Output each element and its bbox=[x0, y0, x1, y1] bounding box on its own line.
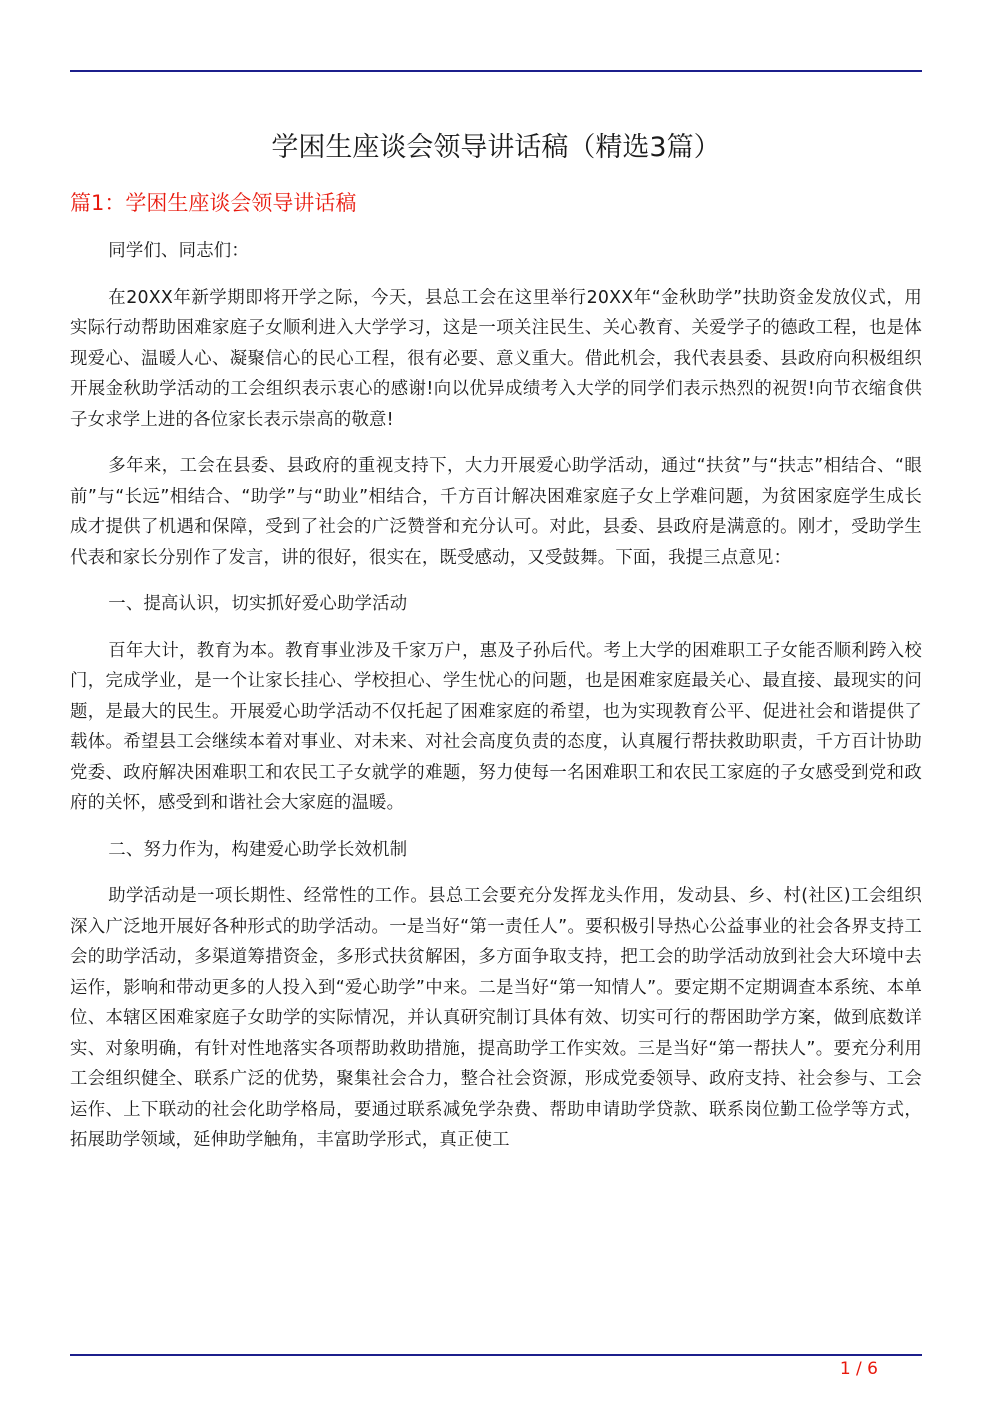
point-heading: 二、努力作为，构建爱心助学长效机制 bbox=[108, 839, 408, 860]
section-heading: 篇1：学困生座谈会领导讲话稿 bbox=[70, 191, 357, 215]
body-paragraph: 在20XX年新学期即将开学之际，今天，县总工会在这里举行20XX年“金秋助学”扶助资金发放仪式，用实际行动帮助困难家庭子女顺利进入大学学习，这是一项关注民生、关心教育、关爱学子的德政工程，也是体现爱心、温暖人心、凝聚信心的民心工程，很有必要、意义重大。借此机会，我代表县委、县政府向积极组织开展金秋助学活动的工会组织表示衷心的感谢!向以优异成绩考入大学的同学们表示热烈的祝贺!向节衣缩食供子女求学上进的各位家长表示崇高的敬意! bbox=[70, 287, 922, 430]
body-paragraph: 多年来，工会在县委、县政府的重视支持下，大力开展爱心助学活动，通过“扶贫”与“扶志”相结合、“眼前”与“长远”相结合、“助学”与“助业”相结合，千方百计解决困难家庭子女上学难问题，为贫困家庭学生成长成才提供了机遇和保障，受到了社会的广泛赞誉和充分认可。对此，县委、县政府是满意的。刚才，受助学生代表和家长分别作了发言，讲的很好，很实在，既受感动，又受鼓舞。下面，我提三点意见： bbox=[70, 456, 922, 568]
point-heading: 一、提高认识，切实抓好爱心助学活动 bbox=[108, 594, 408, 614]
salutation-paragraph: 同学们、同志们： bbox=[108, 241, 249, 261]
footer-rule bbox=[70, 1354, 922, 1356]
page-number: 1 / 6 bbox=[839, 1359, 878, 1379]
document-title: 学困生座谈会领导讲话稿（精选3篇） bbox=[271, 132, 721, 163]
body-paragraph: 百年大计，教育为本。教育事业涉及千家万户，惠及子孙后代。考上大学的困难职工子女能否顺利跨入校门，完成学业，是一个让家长挂心、学校担心、学生忧心的问题，也是困难家庭最关心、最直接、最现实的问题，是最大的民生。开展爱心助学活动不仅托起了困难家庭的希望，也为实现教育公平、促进社会和谐提供了载体。希望县工会继续本着对事业、对未来、对社会高度负责的态度，认真履行帮扶救助职责，千方百计协助党委、政府解决困难职工和农民工子女就学的难题，努力使每一名困难职工和农民工家庭的子女感受到党和政府的关怀，感受到和谐社会大家庭的温暖。 bbox=[70, 640, 922, 813]
header-rule bbox=[70, 70, 922, 72]
body-paragraph: 助学活动是一项长期性、经常性的工作。县总工会要充分发挥龙头作用，发动县、乡、村(社区)工会组织深入广泛地开展好各种形式的助学活动。一是当好“第一责任人”。要积极引导热心公益事业的社会各界支持工会的助学活动，多渠道筹措资金，多形式扶贫解困，多方面争取支持，把工会的助学活动放到社会大环境中去运作，影响和带动更多的人投入到“爱心助学”中来。二是当好“第一知情人”。要定期不定期调查本系统、本单位、本辖区困难家庭子女助学的实际情况，并认真研究制订具体有效、切实可行的帮困助学方案，做到底数详实、对象明确，有针对性地落实各项帮助救助措施，提高助学工作实效。三是当好“第一帮扶人”。要充分利用工会组织健全、联系广泛的优势，聚集社会合力，整合社会资源，形成党委领导、政府支持、社会参与、工会运作、上下联动的社会化助学格局，要通过联系减免学杂费、帮助申请助学贷款、联系岗位勤工俭学等方式，拓展助学领域，延伸助学触角，丰富助学形式，真正使工 bbox=[70, 886, 922, 1150]
document-body bbox=[70, 236, 922, 1172]
